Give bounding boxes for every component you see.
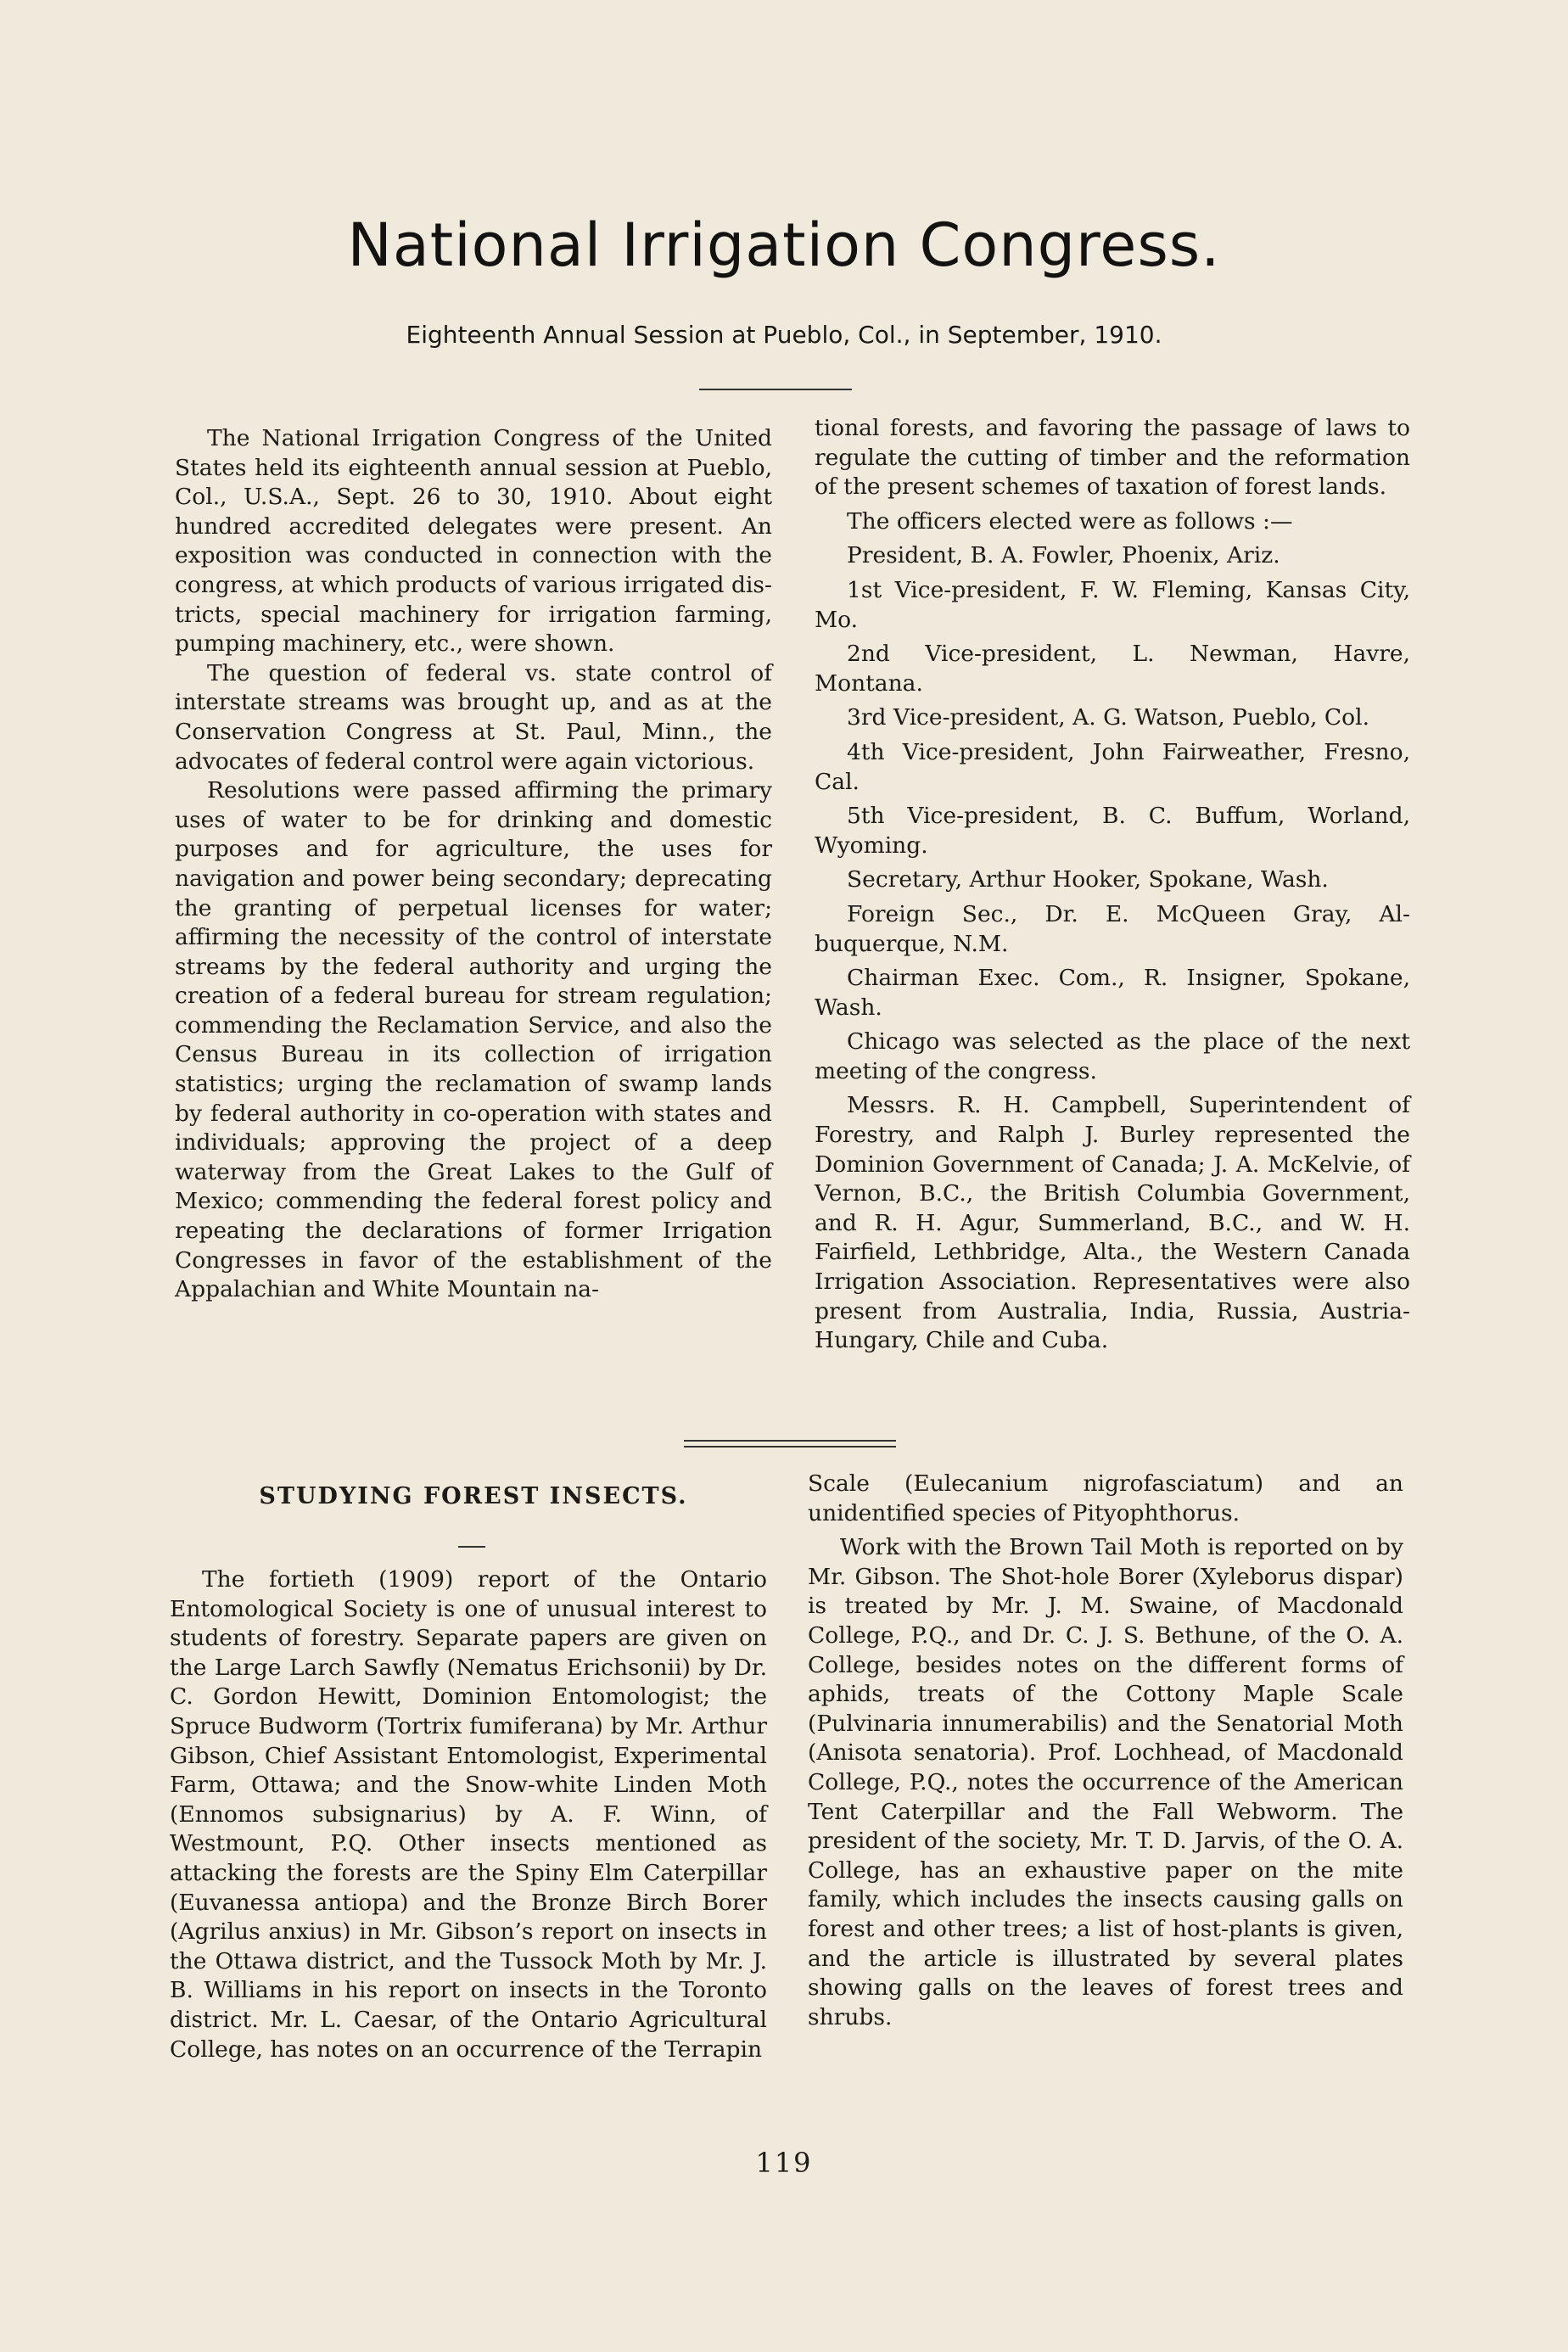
heading-dash (458, 1546, 485, 1548)
officer-entry: 1st Vice-president, F. W. Fleming, Kansas City, Mo. (815, 576, 1410, 633)
paragraph: The fortieth (1909) report of the Ontario Entomological Society is one of unusual interest to students of forestry. Separate papers are given on the Large Larch Sawfly (Nematus Erichsonii) by Dr. C. Gordon Hewitt, Dominion Entomologist; the Spruce Budworm (Tortrix fumiferana) by Mr. Arthur Gibson, Chief Assistant Entomologist, Experimental Farm, Ottawa; and the Snow-white Linden Moth (Ennomos subsignarius) by A. F. Winn, of Westmount, P.Q. Other insects mentioned as attacking the forests are the Spiny Elm Caterpillar (Euvanessa antiopa) and the Bronze Birch Borer (Agrilus anxius) in Mr. Gibson’s report on insects in the Ottawa district, and the Tussock Moth by Mr. J. B. Williams in his report on insects in the Toronto district. Mr. L. Caesar, of the Ontario Agricultural College, has notes on an occurrence of the Terrapin (170, 1566, 767, 2063)
section-divider (684, 1440, 896, 1448)
paragraph: Chicago was selected as the place of the next meeting of the congress. (815, 1028, 1410, 1084)
section-heading: STUDYING FOREST INSECTS. (259, 1483, 688, 1509)
officer-entry: 5th Vice-president, B. C. Buffum, Worland, Wyoming. (815, 803, 1410, 859)
section-column-left (170, 1565, 767, 2064)
officer-entry: 4th Vice-president, John Fairweather, Fresno, Cal. (815, 738, 1410, 795)
officer-entry: President, B. A. Fowler, Phoenix, Ariz. (847, 542, 1280, 569)
article-subtitle: Eighteenth Annual Session at Pueblo, Col., in September, 1910. (406, 321, 1162, 349)
paragraph: Messrs. R. H. Campbell, Superintendent of Forestry, and Ralph J. Burley represented the Dominion Government of Canada; J. A. McKelvie, of Vernon, B.C., the British Columbia Government, and R. H. Agur, Summerland, B.C., and W. H. Fairfield, Lethbridge, Alta., the Western Canada Irrigation Association. Representatives were also present from Australia, India, Russia, Austria-Hungary, Chile and Cuba. (815, 1092, 1410, 1354)
paragraph-continuation: Scale (Eulecanium nigrofasciatum) and an unidentified species of Pityophthorus. (808, 1470, 1403, 1526)
paragraph: The question of federal vs. state control of interstate streams was brought up, and as at the Conservation Congress at St. Paul, Minn., the advocates of federal control were again victorious. (175, 659, 772, 775)
officers-intro: The officers elected were as follows :— (847, 507, 1293, 535)
paragraph: Work with the Brown Tail Moth is reported on by Mr. Gibson. The Shot-hole Borer (Xyleborus dispar) is treated by Mr. J. M. Swaine, of Macdonald College, P.Q., and Dr. C. J. S. Bethune, of the O. A. College, besides notes on the different forms of aphids, treats of the Cottony Maple Scale (Pulvinaria innumerabilis) and the Senatorial Moth (Anisota senatoria). Prof. Lochhead, of Macdonald College, P.Q., notes the occurrence of the American Tent Caterpillar and the Fall Webworm. The president of the society, Mr. T. D. Jarvis, of the O. A. College, has an exhaustive paper on the mite family, which includes the insects causing galls on forest and other trees; a list of host-plants is given, and the article is illustrated by several plates showing galls on the leaves of forest trees and shrubs. (808, 1534, 1403, 2030)
page-number: 119 (755, 2147, 813, 2179)
article-column-left (175, 424, 772, 1305)
article-column-right (815, 414, 1410, 1356)
title-divider (699, 389, 852, 390)
article-title: National Irrigation Congress. (347, 210, 1221, 280)
paragraph: The National Irrigation Congress of the United States held its eighteenth annual session at Pueblo, Col., U.S.A., Sept. 26 to 30, 1910. About eight hundred accredited delegates were present. An exposition was conducted in connection with the congress, at which products of various irrigated districts, special machinery for irrigation farming, pumping machinery, etc., were shown. (175, 425, 772, 658)
paragraph: Resolutions were passed affirming the primary uses of water to be for drinking and domestic purposes and for agriculture, the uses for navigation and power being secondary; deprecating the granting of perpetual licenses for water; affirming the necessity of the control of interstate streams by the federal authority and urging the creation of a federal bureau for stream regulation; commending the Reclamation Service, and also the Census Bureau in its collection of irrigation statistics; urging the reclamation of swamp lands by federal authority in co-operation with states and individuals; approving the project of a deep waterway from the Great Lakes to the Gulf of Mexico; commending the federal forest policy and repeating the declarations of former Irrigation Congresses in favor of the establishment of the Appalachian and White Mountain na- (175, 777, 772, 1303)
officer-entry: Foreign Sec., Dr. E. McQueen Gray, Albuquerque, N.M. (815, 900, 1410, 957)
officer-entry: 2nd Vice-president, L. Newman, Havre, Montana. (815, 641, 1410, 697)
section-column-right (808, 1470, 1403, 2032)
officer-entry: 3rd Vice-president, A. G. Watson, Pueblo, Col. (847, 704, 1369, 731)
officer-entry: Chairman Exec. Com., R. Insigner, Spokane, Wash. (815, 965, 1410, 1021)
officer-entry: Secretary, Arthur Hooker, Spokane, Wash. (847, 866, 1329, 893)
paragraph-continuation: tional forests, and favoring the passage of laws to regulate the cutting of timber and the reformation of the present schemes of taxation of forest lands. (815, 415, 1410, 501)
